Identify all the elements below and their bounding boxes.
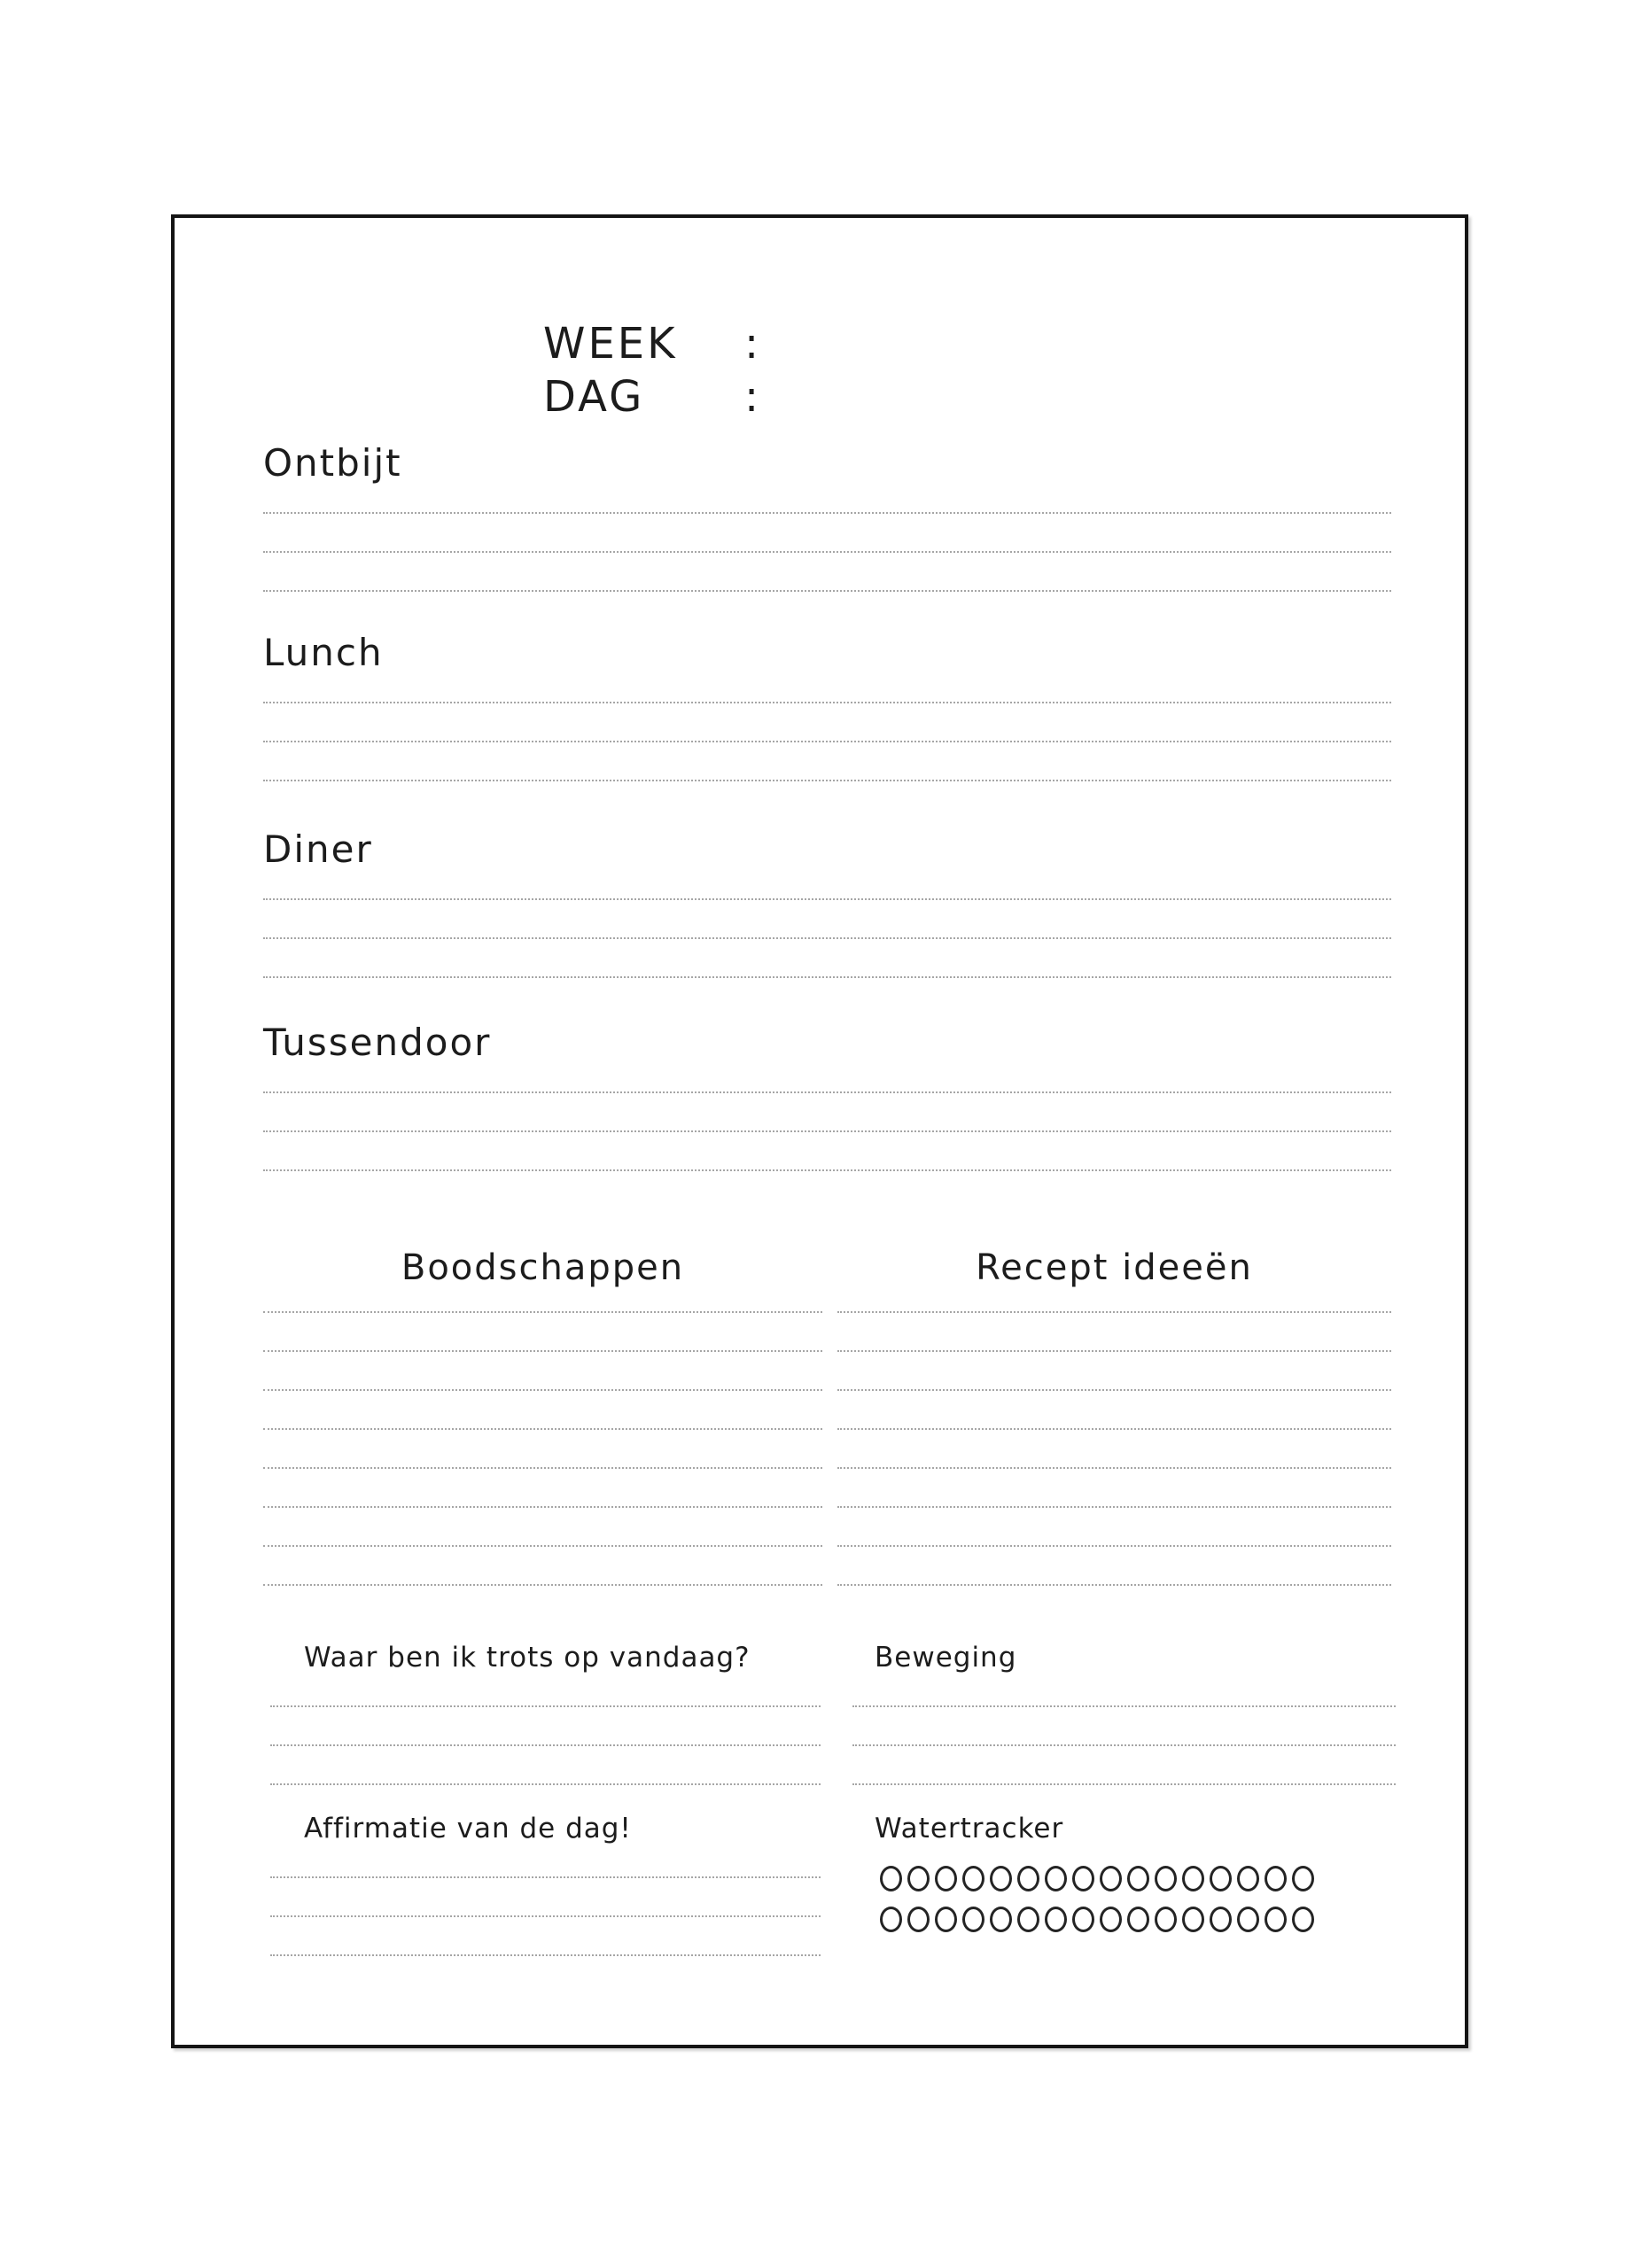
- column-title-boodschappen: Boodschappen: [401, 1247, 685, 1288]
- dag-label: DAG: [543, 372, 645, 422]
- water-circle: [907, 1866, 930, 1891]
- column-boodschappen: [263, 1247, 822, 1623]
- beweging-title: Beweging: [875, 1642, 1017, 1674]
- writing-line: [263, 976, 1391, 1015]
- water-circle: [880, 1866, 902, 1891]
- water-circle: [962, 1907, 984, 1932]
- writing-lines-pride: [270, 1705, 821, 1822]
- writing-line: [263, 1584, 822, 1623]
- water-circle: [990, 1907, 1012, 1932]
- writing-line: [263, 1169, 1391, 1208]
- writing-line: [263, 1091, 1391, 1130]
- week-colon: :: [744, 319, 762, 369]
- watertracker-title: Watertracker: [875, 1813, 1064, 1845]
- week-dag-header: [543, 317, 761, 423]
- writing-line: [837, 1467, 1391, 1506]
- writing-line: [852, 1744, 1396, 1783]
- writing-lines-diner: [263, 898, 1391, 1015]
- water-circle: [1210, 1866, 1232, 1891]
- writing-line: [270, 1915, 821, 1954]
- section-tussendoor: [263, 1021, 1391, 1208]
- writing-line: [263, 1311, 822, 1350]
- writing-line: [263, 1545, 822, 1584]
- writing-line: [263, 551, 1391, 590]
- section-title-tussendoor: Tussendoor: [263, 1021, 492, 1064]
- water-circle: [1100, 1907, 1122, 1932]
- writing-lines-boodschappen: [263, 1311, 822, 1623]
- water-circle: [1017, 1866, 1039, 1891]
- block-watertracker: [852, 1813, 1420, 1947]
- writing-line: [270, 1954, 821, 1993]
- water-circle: [1237, 1907, 1259, 1932]
- block-beweging: [852, 1642, 1396, 1822]
- writing-line: [837, 1584, 1391, 1623]
- water-circle: [1072, 1866, 1094, 1891]
- water-circle: [1292, 1907, 1314, 1932]
- water-circle: [1265, 1907, 1287, 1932]
- water-circle: [880, 1907, 902, 1932]
- week-label: WEEK: [543, 319, 678, 369]
- writing-line: [263, 1389, 822, 1428]
- water-circle: [1155, 1866, 1177, 1891]
- writing-line: [837, 1389, 1391, 1428]
- writing-line: [837, 1350, 1391, 1389]
- section-lunch: [263, 631, 1391, 819]
- water-circle: [1017, 1907, 1039, 1932]
- writing-lines-recept-ideeen: [837, 1311, 1391, 1623]
- water-circle: [962, 1866, 984, 1891]
- writing-lines-beweging: [852, 1705, 1396, 1822]
- block-pride: [270, 1642, 821, 1822]
- writing-line: [837, 1545, 1391, 1584]
- section-title-lunch: Lunch: [263, 631, 384, 674]
- water-circle: [1265, 1866, 1287, 1891]
- water-circle: [1072, 1907, 1094, 1932]
- section-ontbijt: [263, 441, 1391, 629]
- water-circle: [1182, 1907, 1204, 1932]
- writing-line: [263, 937, 1391, 976]
- writing-line: [270, 1705, 821, 1744]
- column-title-recept-ideeen: Recept ideeën: [976, 1247, 1253, 1288]
- water-circle: [1045, 1907, 1067, 1932]
- writing-lines-ontbijt: [263, 512, 1391, 629]
- column-recept-ideeen: [837, 1247, 1391, 1623]
- water-circle: [1127, 1866, 1149, 1891]
- writing-line: [837, 1311, 1391, 1350]
- block-affirmation: [270, 1813, 821, 1993]
- writing-line: [837, 1506, 1391, 1545]
- section-title-ontbijt: Ontbijt: [263, 441, 402, 485]
- writing-line: [270, 1744, 821, 1783]
- writing-lines-lunch: [263, 702, 1391, 819]
- water-circle: [1237, 1866, 1259, 1891]
- writing-line: [837, 1428, 1391, 1467]
- writing-lines-tussendoor: [263, 1091, 1391, 1208]
- water-circle-row: [852, 1907, 1420, 1932]
- water-circle: [1127, 1907, 1149, 1932]
- writing-line: [263, 702, 1391, 741]
- writing-line: [263, 1506, 822, 1545]
- section-diner: [263, 827, 1391, 1015]
- pride-title: Waar ben ik trots op vandaag?: [304, 1642, 751, 1674]
- water-circle: [1045, 1866, 1067, 1891]
- writing-line: [270, 1876, 821, 1915]
- water-circle: [1292, 1866, 1314, 1891]
- writing-line: [263, 1428, 822, 1467]
- water-circle: [1100, 1866, 1122, 1891]
- writing-line: [263, 1350, 822, 1389]
- water-circle-row: [852, 1866, 1420, 1891]
- planner-sheet: [171, 214, 1468, 2048]
- water-circle: [935, 1866, 957, 1891]
- writing-line: [263, 741, 1391, 780]
- affirmation-title: Affirmatie van de dag!: [304, 1813, 632, 1845]
- water-circle: [907, 1907, 930, 1932]
- writing-line: [263, 780, 1391, 819]
- water-circle: [1182, 1866, 1204, 1891]
- writing-line: [263, 1130, 1391, 1169]
- section-title-diner: Diner: [263, 827, 373, 871]
- writing-line: [263, 512, 1391, 551]
- writing-lines-affirmation: [270, 1876, 821, 1993]
- writing-line: [852, 1705, 1396, 1744]
- dag-colon: :: [744, 372, 762, 422]
- writing-line: [263, 1467, 822, 1506]
- writing-line: [263, 898, 1391, 937]
- water-circle: [935, 1907, 957, 1932]
- writing-line: [263, 590, 1391, 629]
- water-circle: [1155, 1907, 1177, 1932]
- water-circle: [1210, 1907, 1232, 1932]
- water-circle: [990, 1866, 1012, 1891]
